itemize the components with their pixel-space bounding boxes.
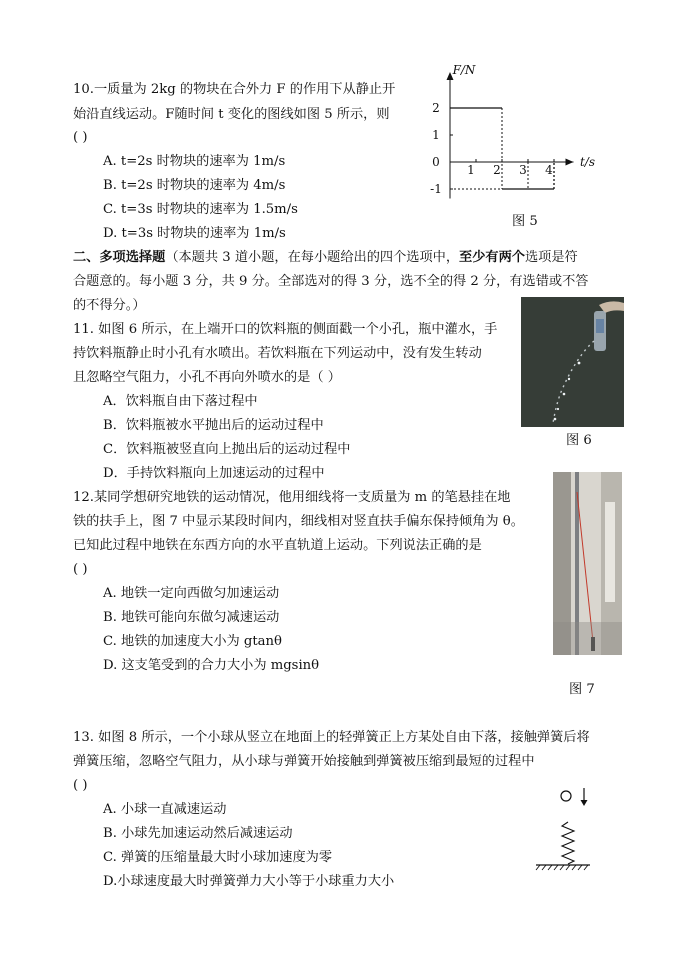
q10-stem-line-2: 始沿直线运动。F随时间 t 变化的图线如图 5 所示，则 <box>73 107 390 122</box>
section-2-header-line-2: 合题意的。每小题 3 分，共 9 分。全部选对的得 3 分，选不全的得 2 分，有选错或不答 <box>73 274 589 289</box>
q11-stem-line-3: 且忽略空气阻力，小孔不再向外喷水的是（ ） <box>73 370 341 385</box>
figure-8-ball-spring-diagram <box>532 784 594 874</box>
q10-option-d: D. t=3s 时物块的速率为 1m/s <box>103 226 286 241</box>
x-axis-label: t/s <box>579 155 596 169</box>
x-axis-arrow <box>566 159 574 166</box>
q13-answer-paren: ( ) <box>73 778 88 793</box>
section-2-title: 二、多项选择题 <box>73 250 166 265</box>
x-tick-label-1: 1 <box>467 163 475 177</box>
q10-answer-paren: ( ) <box>73 130 88 145</box>
q10-option-b: B. t=2s 时物块的速率为 4m/s <box>103 178 286 193</box>
q11-option-b: B．饮料瓶被水平抛出后的运动过程中 <box>103 418 324 433</box>
q13-option-a: A. 小球一直减速运动 <box>103 802 227 817</box>
y-tick-label-0: 0 <box>432 155 440 169</box>
x-tick-label-4: 4 <box>545 163 553 177</box>
figure-6-label: 图 6 <box>566 433 592 448</box>
figure-5-force-time-graph <box>415 62 615 234</box>
ball-icon <box>561 791 571 801</box>
q12-stem-line-3: 已知此过程中地铁在东西方向的水平直轨道上运动。下列说法正确的是 <box>73 538 482 553</box>
q13-stem-line-2: 弹簧压缩，忽略空气阻力，从小球与弹簧开始接触到弹簧被压缩到最短的过程中 <box>73 754 535 769</box>
y-tick-label-1: 1 <box>432 128 440 142</box>
q11-option-d: D．手持饮料瓶向上加速运动的过程中 <box>103 466 325 481</box>
figure-7-subway-photo <box>553 472 622 655</box>
q10-stem-line-1: 10.一质量为 2kg 的物块在合外力 F 的作用下从静止开 <box>73 82 396 97</box>
y-tick-label--1: -1 <box>430 182 442 196</box>
q10-option-c: C. t=3s 时物块的速率为 1.5m/s <box>103 202 298 217</box>
y-tick-label-2: 2 <box>432 101 440 115</box>
q13-option-b: B. 小球先加速运动然后减速运动 <box>103 826 293 841</box>
section-2-bold-phrase: 至少有两个 <box>459 250 525 265</box>
q13-stem-line-1: 13. 如图 8 所示，一个小球从竖立在地面上的轻弹簧正上方某处自由下落，接触弹簧后将 <box>73 730 590 745</box>
spring-icon <box>562 822 574 864</box>
q11-stem-line-1: 11. 如图 6 所示，在上端开口的饮料瓶的侧面戳一个小孔，瓶中灌水，手 <box>73 322 498 337</box>
y-axis-label: F/N <box>452 63 476 77</box>
q13-option-d: D.小球速度最大时弹簧弹力大小等于小球重力大小 <box>103 874 395 889</box>
section-2-text-1: （本题共 3 道小题，在每小题给出的四个选项中， <box>165 250 460 265</box>
section-2-header-line-3: 的不得分。） <box>73 298 146 313</box>
q12-answer-paren: ( ) <box>73 562 88 577</box>
q10-option-a: A. t=2s 时物块的速率为 1m/s <box>103 154 286 169</box>
q11-option-a: A．饮料瓶自由下落过程中 <box>103 394 258 409</box>
figure-7-label: 图 7 <box>569 682 595 697</box>
figure-6-bottle-photo <box>521 297 624 427</box>
q12-option-c: C. 地铁的加速度大小为 gtanθ <box>103 634 282 649</box>
q12-stem-line-1: 12.某同学想研究地铁的运动情况，他用细线将一支质量为 m 的笔悬挂在地 <box>73 490 511 505</box>
figure-5-label: 图 5 <box>512 214 538 229</box>
q12-option-a: A. 地铁一定向西做匀加速运动 <box>103 586 280 601</box>
q11-stem-line-2: 持饮料瓶静止时小孔有水喷出。若饮料瓶在下列运动中，没有发生转动 <box>73 346 482 361</box>
ground-hatch <box>536 865 588 870</box>
section-2-header-line-1 <box>73 249 578 267</box>
q13-option-c: C. 弹簧的压缩量最大时小球加速度为零 <box>103 850 333 865</box>
q12-option-b: B. 地铁可能向东做匀减速运动 <box>103 610 280 625</box>
q12-stem-line-2: 铁的扶手上，图 7 中显示某段时间内，细线相对竖直扶手偏东保持倾角为 θ。 <box>73 514 524 529</box>
q11-option-c: C．饮料瓶被竖直向上抛出后的运动过程中 <box>103 442 351 457</box>
x-tick-label-2: 2 <box>493 163 501 177</box>
q12-option-d: D. 这支笔受到的合力大小为 mgsinθ <box>103 658 320 673</box>
x-tick-label-3: 3 <box>519 163 527 177</box>
section-2-text-2: 选项是符 <box>524 250 578 265</box>
